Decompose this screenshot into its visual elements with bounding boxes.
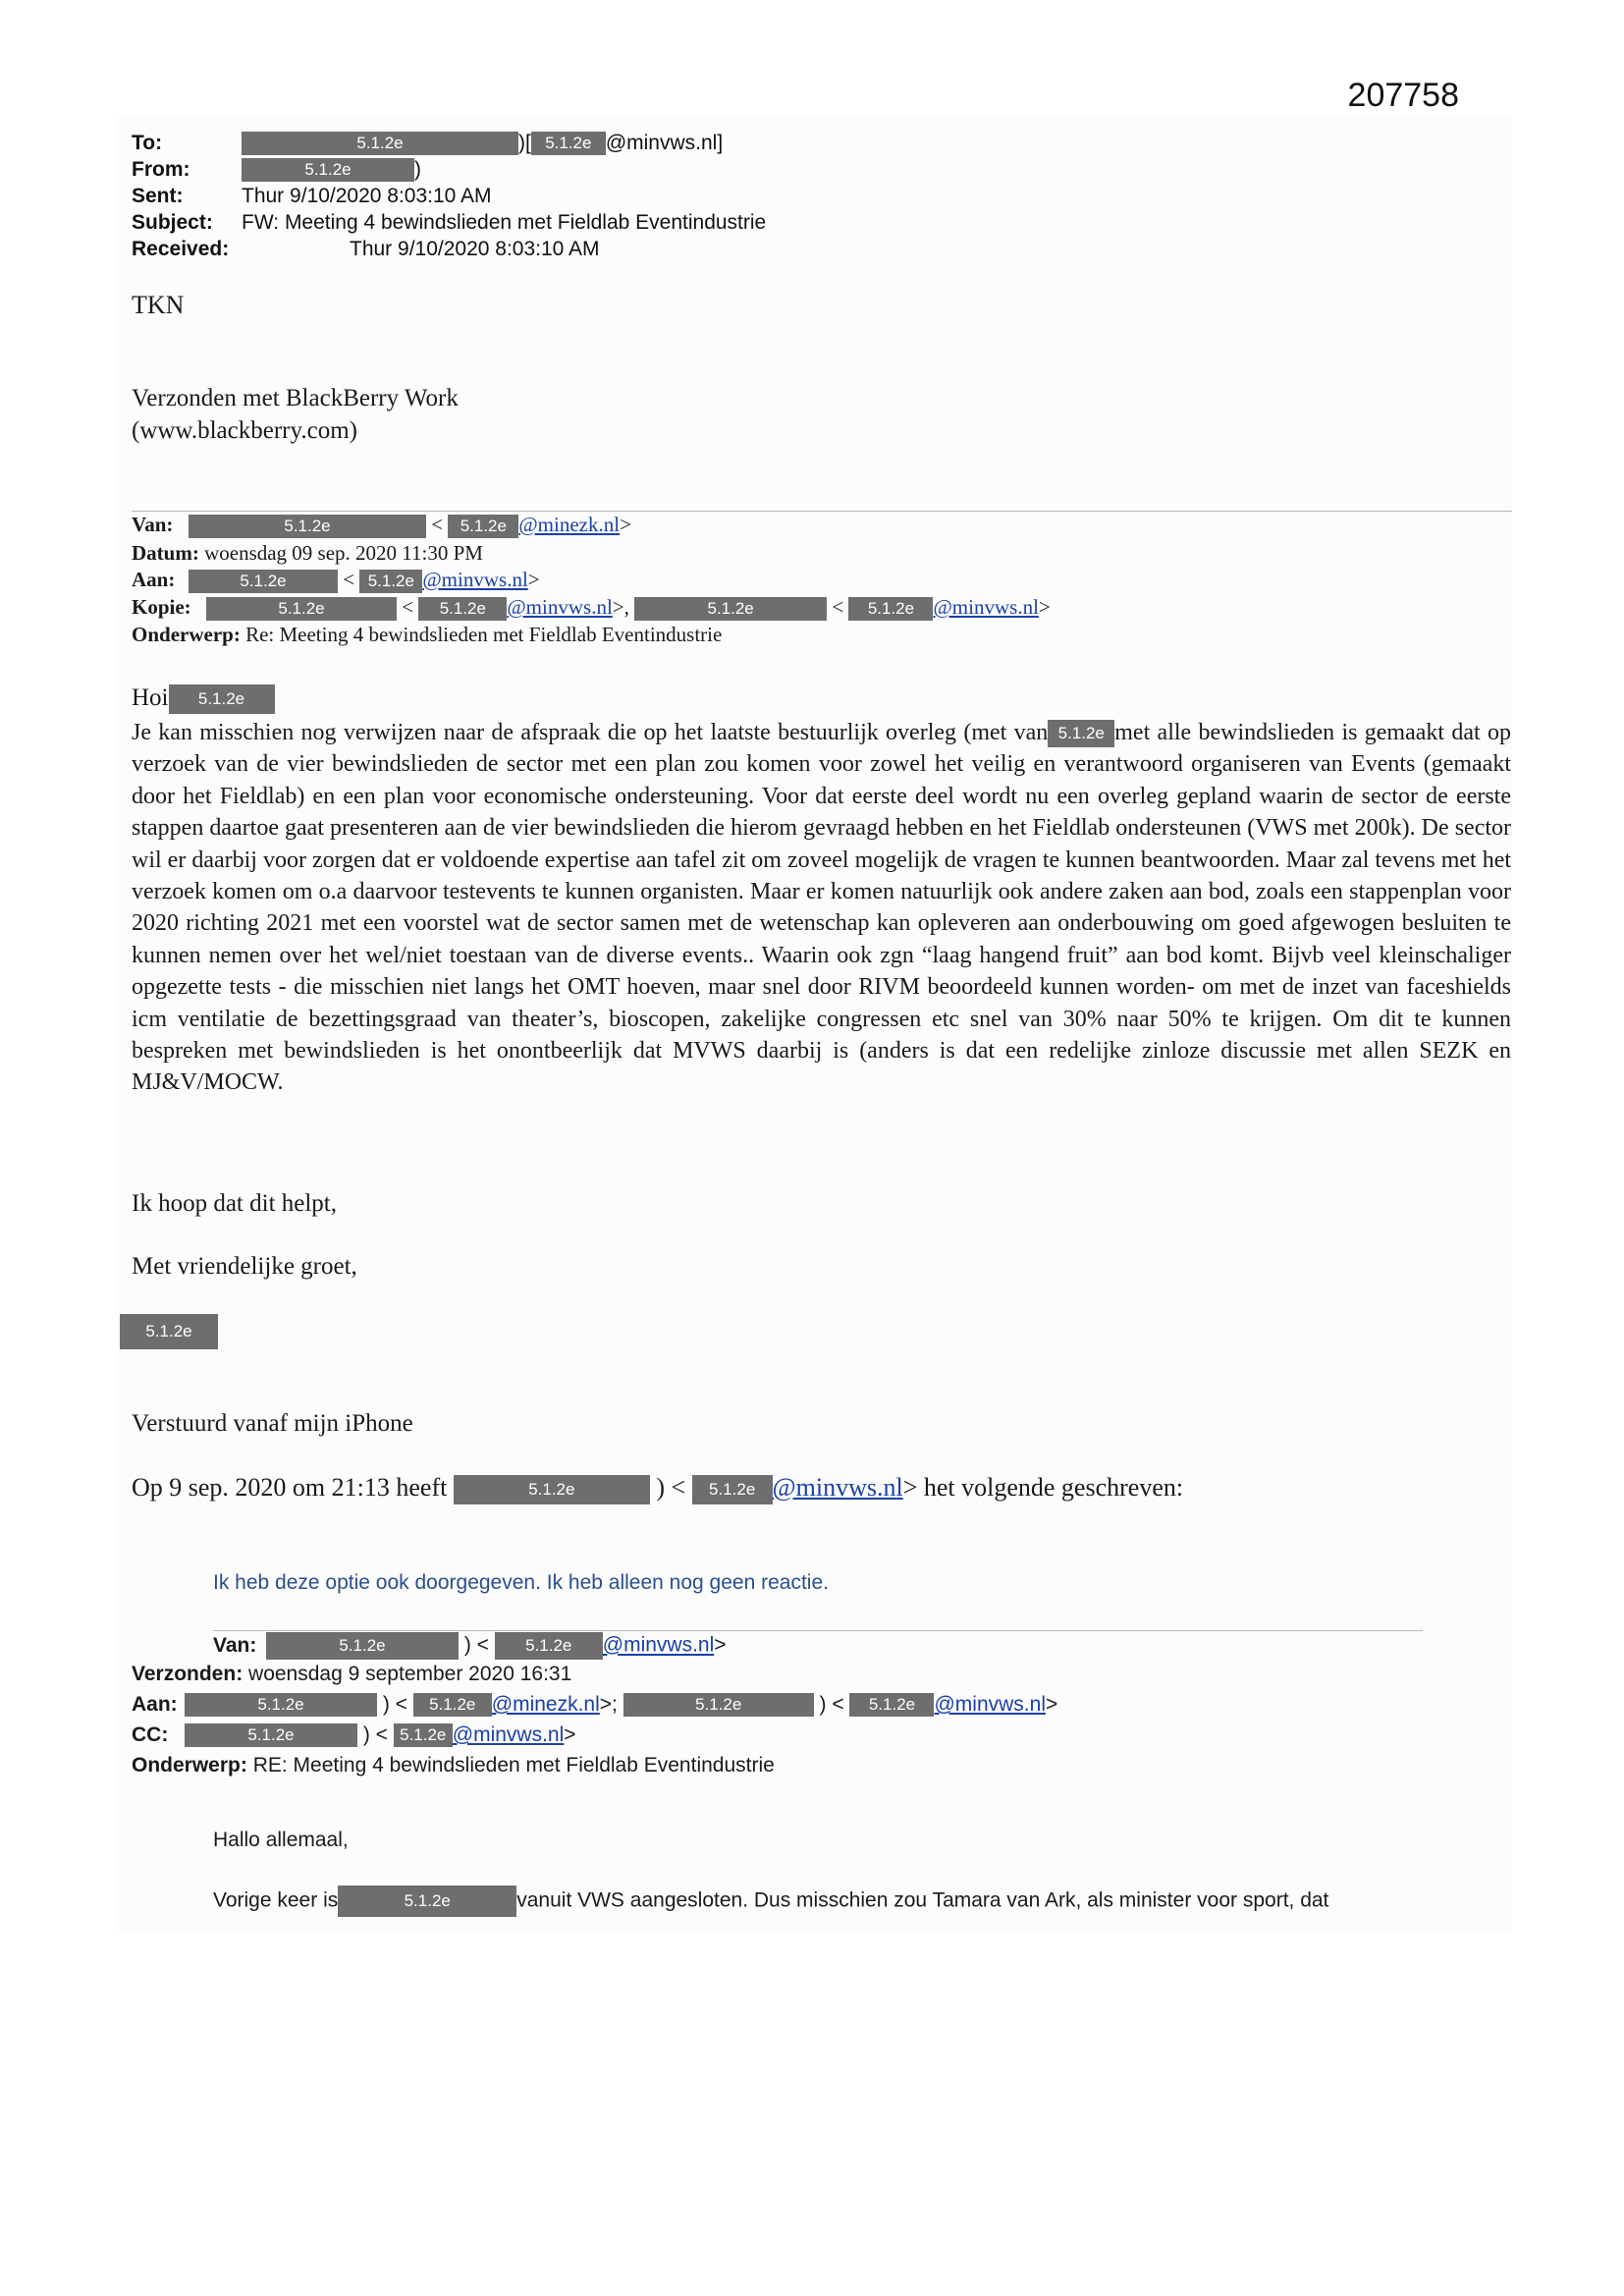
redaction-box: 5.1.2e (418, 597, 507, 621)
q-greeting: Hallo allemaal, (213, 1829, 349, 1851)
signature-redaction (120, 1314, 218, 1349)
fw1-onderwerp-row (132, 623, 722, 647)
fw1-aan-label: Aan: (132, 568, 176, 591)
body-paragraph-rest: met alle bewindslieden is gemaakt dat op verzoek van de vier bewindslieden de sector met een plan zou komen voor zowel het veilig en verantwoord organiseren van Events (gemaakt door het Fieldlab) en een plan voor economische ondersteuning. Voor dat eerste deel wordt nu een overleg gepland waarin de sector de eerste stappen daartoe gaat presenteren aan de vier bewindslieden die hierom gevraagd hebben en het Fieldlab ondersteunen (VWS met 200k). De sector wil er daarbij voor zorgen dat er voldoende expertise aan tafel zit om zoveel mogelijk de vragen te kunnen beantwoorden. Maar zal tevens met het verzoek komen om o.a daarvoor testevents te kunnen organisten. Maar er komen natuurlijk ook andere zaken aan bod, zoals een stappenplan voor 2020 richting 2021 met een voorstel wat de sector samen met de wetenschap kan opleveren aan onderbouwing om goed afgewogen besluiten te kunnen nemen over het wel/niet toestaan van de diverse events.. Waarin ook zgn “laag hangend fruit” aan bod komt. Bijvb veel kleinschaliger opgezette tests - die misschien niet langs het OMT hoeven, maar snel door RIVM beoordeeld kunnen worden- om met de inzet van faceshields icm ventilatie de bezettingsgraad van theater’s, bioscopen, zakelijke congressen etc snel van 30% naar 50% te krijgen. Om dit te kunnen bespreken met bewindslieden is het onontbeerlijk dat MVWS daarbij is (anders is dat een redelijke zinloze discussie met allen SEZK en MJ&V/MOCW. (132, 720, 1512, 1096)
q-onderwerp-value: RE: Meeting 4 bewindslieden met Fieldlab Eventindustrie (252, 1754, 775, 1777)
to-separator: )[ (518, 132, 531, 154)
redaction-box: 5.1.2e (1048, 720, 1114, 747)
redaction-box: 5.1.2e (849, 1693, 934, 1717)
redaction-box: 5.1.2e (169, 684, 275, 714)
q-aan-email-link-1[interactable]: @minezk.nl (491, 1693, 600, 1716)
regards-text: Met vriendelijke groet, (132, 1253, 357, 1280)
fw1-kopie-email-link-1[interactable]: @minvws.nl (507, 595, 613, 619)
received-value: Thur 9/10/2020 8:03:10 AM (350, 238, 600, 260)
redaction-box: 5.1.2e (185, 1723, 357, 1747)
sent-label: Sent: (132, 185, 184, 207)
q-verzonden-value: woensdag 9 september 2020 16:31 (248, 1663, 572, 1685)
redaction-box: 5.1.2e (189, 570, 338, 593)
redaction-box: 5.1.2e (448, 515, 518, 538)
redaction-box: 5.1.2e (338, 1886, 516, 1917)
wrote-suffix: het volgende geschreven: (923, 1473, 1184, 1502)
q-onderwerp-label: Onderwerp: (132, 1754, 247, 1777)
sent-from-text: Verstuurd vanaf mijn iPhone (132, 1410, 413, 1437)
q-aan-label: Aan: (132, 1693, 178, 1716)
q-onderwerp-row (132, 1754, 775, 1777)
fw1-kopie-email-link-2[interactable]: @minvws.nl (933, 595, 1039, 619)
fw1-onderwerp-value: Re: Meeting 4 bewindslieden met Fieldlab Eventindustrie (245, 623, 723, 646)
redaction-box: 5.1.2e (454, 1475, 650, 1504)
to-row (132, 131, 723, 156)
subject-label: Subject: (132, 211, 213, 234)
sent-value: Thur 9/10/2020 8:03:10 AM (242, 185, 492, 207)
fw1-kopie-label: Kopie: (132, 595, 191, 619)
from-suffix: ) (414, 158, 421, 181)
body-paragraph (132, 717, 1511, 1099)
q-cc-label: CC: (132, 1723, 169, 1746)
to-label: To: (132, 132, 163, 154)
redaction-box: 5.1.2e (634, 597, 827, 621)
signature-line-1: Verzonden met BlackBerry Work (132, 385, 459, 411)
fw1-van-email-link[interactable]: @minezk.nl (518, 513, 621, 536)
subject-value: FW: Meeting 4 bewindslieden met Fieldlab Eventindustrie (242, 211, 767, 234)
received-label: Received: (132, 238, 230, 260)
wrote-email-link[interactable]: @minvws.nl (772, 1473, 903, 1502)
redaction-box: 5.1.2e (531, 132, 606, 155)
hope-text: Ik hoop dat dit helpt, (132, 1190, 337, 1217)
redaction-box: 5.1.2e (189, 515, 426, 538)
q-aan-row: Aan: 5.1.2e ) < 5.1.2e @minezk.nl>; 5.1.2e ) < 5.1.2e @minvws.nl> (132, 1693, 1058, 1716)
q-line-start: Vorige keer is (213, 1888, 339, 1912)
wrote-prefix: Op 9 sep. 2020 om 21:13 heeft (132, 1473, 448, 1502)
divider (132, 511, 1512, 512)
redaction-box: 5.1.2e (266, 1632, 459, 1660)
redaction-box: 5.1.2e (692, 1475, 773, 1504)
redaction-box: 5.1.2e (359, 570, 422, 593)
q-line-rest: vanuit VWS aangesloten. Dus misschien zou Tamara van Ark, als minister voor sport, dat (516, 1888, 1329, 1912)
fw1-aan-email-link[interactable]: @minvws.nl (422, 568, 528, 591)
from-label: From: (132, 158, 190, 181)
fw1-kopie-row: Kopie: 5.1.2e < 5.1.2e @minvws.nl>, 5.1.2e < 5.1.2e @minvws.nl> (132, 595, 1051, 621)
q-aan-email-link-2[interactable]: @minvws.nl (934, 1693, 1046, 1716)
fw1-onderwerp-label: Onderwerp: (132, 623, 241, 646)
redaction-box: 5.1.2e (623, 1693, 814, 1717)
q-cc-row: CC: 5.1.2e ) < 5.1.2e @minvws.nl> (132, 1723, 576, 1746)
q-van-label: Van: (213, 1633, 257, 1657)
tkn-text: TKN (132, 291, 185, 319)
redaction-box: 5.1.2e (185, 1693, 377, 1717)
q-verzonden-label: Verzonden: (132, 1663, 244, 1685)
q-cc-email-link[interactable]: @minvws.nl (452, 1723, 565, 1746)
body-greeting (132, 684, 275, 714)
from-row (132, 157, 421, 183)
wrote-line: Op 9 sep. 2020 om 21:13 heeft 5.1.2e ) < 5.1.2e @minvws.nl> het volgende geschreven: (132, 1473, 1183, 1504)
to-domain: @minvws.nl] (605, 132, 724, 154)
quoted-divider (213, 1630, 1423, 1631)
quoted-note: Ik heb deze optie ook doorgegeven. Ik heb alleen nog geen reactie. (213, 1571, 829, 1594)
fw1-aan-row: Aan: 5.1.2e < 5.1.2e @minvws.nl> (132, 568, 540, 593)
fw1-datum-value: woensdag 09 sep. 2020 11:30 PM (204, 541, 483, 565)
redaction-box: 5.1.2e (120, 1314, 218, 1349)
q-body-line (213, 1886, 1328, 1917)
redaction-box: 5.1.2e (495, 1632, 603, 1660)
fw1-van-label: Van: (132, 513, 174, 536)
document-id: 207758 (1347, 77, 1459, 114)
redaction-box: 5.1.2e (206, 597, 397, 621)
signature-line-2: (www.blackberry.com) (132, 417, 357, 444)
redaction-box: 5.1.2e (242, 158, 414, 182)
redaction-box: 5.1.2e (242, 132, 518, 155)
q-van-row: Van: 5.1.2e ) < 5.1.2e @minvws.nl> (213, 1632, 727, 1660)
received-row (132, 237, 600, 262)
redaction-box: 5.1.2e (848, 597, 933, 621)
greeting-text: Hoi (132, 684, 169, 711)
fw1-datum-row (132, 541, 483, 566)
sent-row (132, 184, 492, 209)
q-verzonden-row (132, 1663, 571, 1686)
q-van-email-link[interactable]: @minvws.nl (602, 1633, 715, 1657)
redaction-box: 5.1.2e (413, 1693, 492, 1717)
subject-row (132, 210, 766, 236)
fw1-datum-label: Datum: (132, 541, 199, 565)
redaction-box: 5.1.2e (394, 1723, 453, 1747)
fw1-van-row: Van: 5.1.2e < 5.1.2e @minezk.nl> (132, 513, 631, 538)
body-paragraph-start: Je kan misschien nog verwijzen naar de afspraak die op het laatste bestuurlijk overleg (met van (132, 720, 1049, 745)
